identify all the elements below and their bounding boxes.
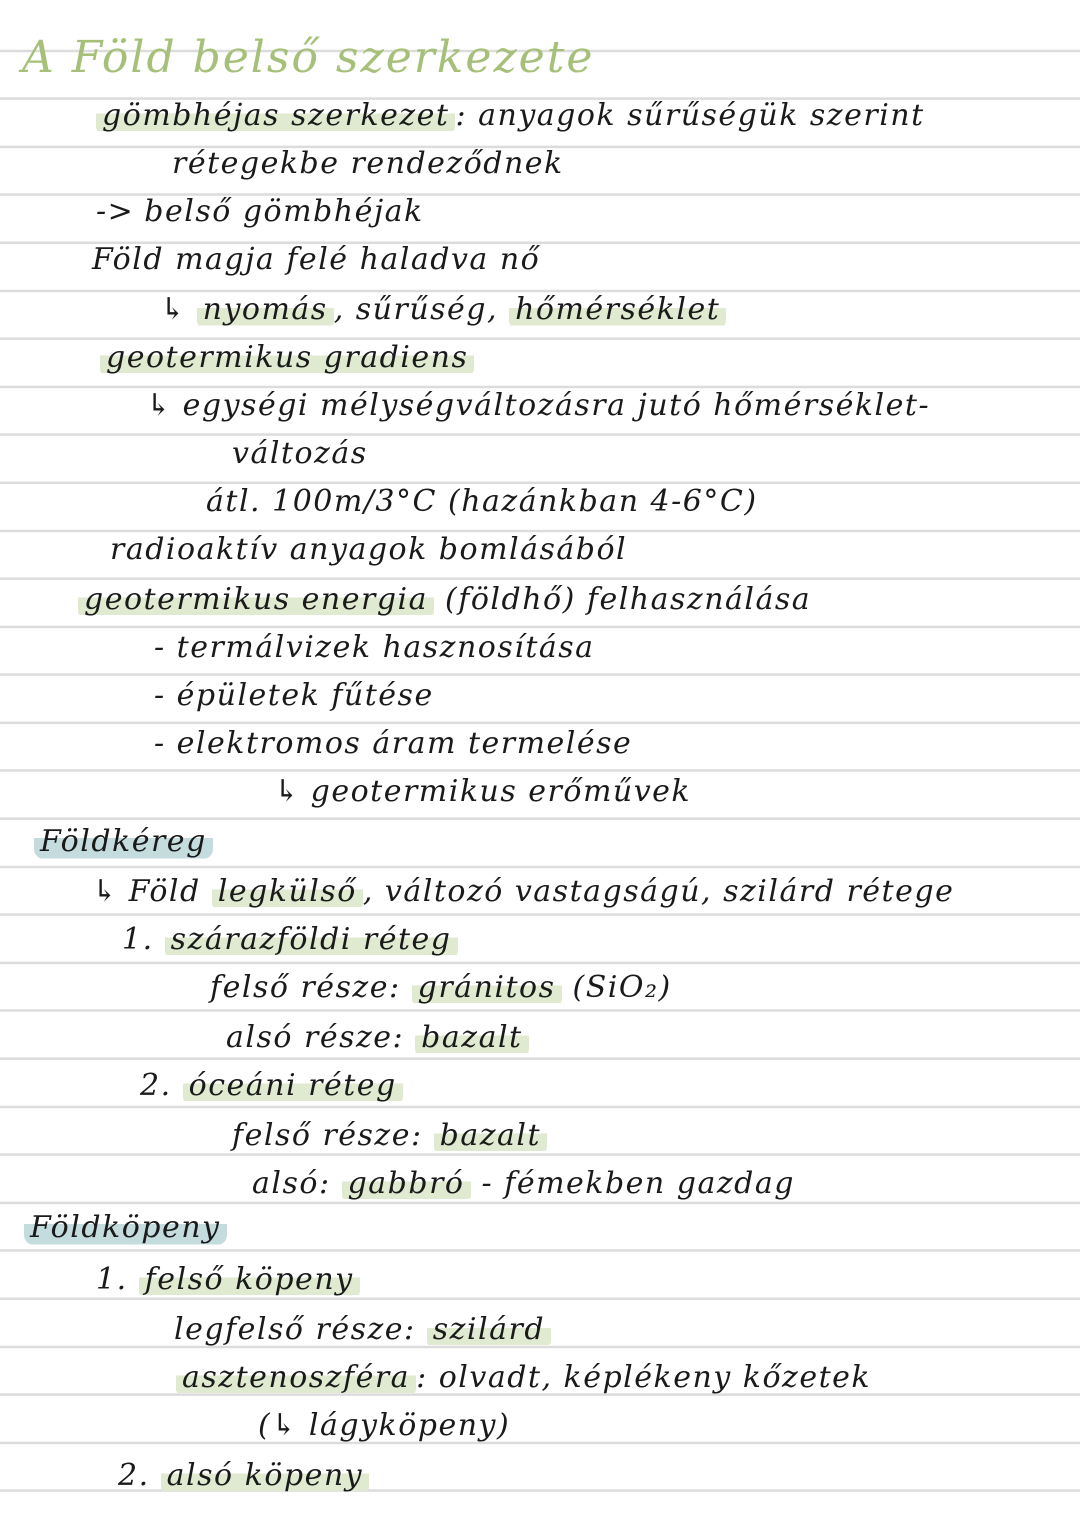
list-number: 2. — [140, 1068, 172, 1103]
section-heading-text: Földköpeny — [24, 1210, 227, 1245]
note-text: egységi mélységváltozásra jutó hőmérséklet- — [182, 388, 931, 423]
section-heading-mantle — [24, 1208, 227, 1248]
highlight-term: nyomás — [197, 292, 334, 327]
note-text: legfelső része: — [174, 1312, 427, 1347]
note-line-14: - elektromos áram termelése — [154, 726, 633, 761]
list-number: 1. — [96, 1262, 128, 1297]
highlight-term: alsó köpeny — [161, 1458, 369, 1493]
page-title: A Föld belső szerkezete — [22, 32, 595, 83]
note-text: Föld — [128, 874, 212, 909]
note-line-21 — [140, 1066, 403, 1106]
list-number: 1. — [122, 922, 154, 957]
note-text: belső gömbhéjak — [144, 194, 424, 229]
section-heading-text: Földkéreg — [34, 824, 213, 859]
note-line-4: Föld magja felé haladva nő — [92, 242, 541, 277]
note-line-27 — [176, 1358, 871, 1398]
note-line-9: átl. 100m/3°C (hazánkban 4-6°C) — [206, 484, 758, 519]
arrow-icon: ↳ — [146, 388, 173, 423]
note-text: , sűrűség, — [333, 292, 510, 327]
list-number: 2. — [118, 1458, 150, 1493]
note-line-22 — [232, 1116, 547, 1156]
highlight-term: legkülső — [212, 874, 363, 909]
note-text: geotermikus erőművek — [310, 774, 692, 809]
note-line-29 — [118, 1456, 369, 1496]
note-line-10: radioaktív anyagok bomlásából — [110, 532, 628, 567]
note-text: felső része: — [210, 970, 412, 1005]
note-line-13: - épületek fűtése — [154, 678, 434, 713]
note-line-20 — [226, 1018, 529, 1058]
section-heading-crust — [34, 822, 213, 862]
highlight-term: geotermikus energia — [78, 582, 434, 617]
note-line-3 — [96, 192, 424, 232]
arrow-icon: ↳ — [92, 874, 119, 909]
note-line-12: - termálvizek hasznosítása — [154, 630, 595, 665]
note-line-8: változás — [232, 436, 368, 471]
highlight-term: szárazföldi réteg — [165, 922, 458, 957]
note-text: (földhő) felhasználása — [445, 582, 812, 617]
highlight-term: hőmérséklet — [509, 292, 726, 327]
note-line-26 — [174, 1310, 551, 1350]
note-text: (SiO₂) — [561, 970, 672, 1005]
note-text: , változó vastagságú, szilárd rétege — [362, 874, 955, 909]
note-line-5 — [160, 290, 726, 330]
note-line-11 — [78, 580, 811, 620]
note-text: : anyagok sűrűségük szerint — [455, 98, 925, 133]
note-line-25 — [96, 1260, 360, 1300]
note-line-18 — [122, 920, 458, 960]
highlight-term: bazalt — [415, 1020, 528, 1055]
highlight-term: gabbró — [342, 1166, 471, 1201]
note-line-1 — [96, 96, 925, 136]
highlight-term: asztenoszféra — [176, 1360, 416, 1395]
note-line-19 — [210, 968, 672, 1008]
note-line-7 — [146, 386, 930, 426]
note-line-23 — [252, 1164, 795, 1204]
arrow-icon: -> — [96, 194, 135, 229]
note-text: : olvadt, képlékeny kőzetek — [416, 1360, 872, 1395]
highlight-term: gömbhéjas szerkezet — [96, 98, 455, 133]
note-line-28: (↳ lágyköpeny) — [258, 1408, 511, 1443]
note-text: felső része: — [232, 1118, 434, 1153]
highlight-term: óceáni réteg — [183, 1068, 403, 1103]
note-line-17 — [92, 872, 954, 912]
note-text: - fémekben gazdag — [470, 1166, 795, 1201]
arrow-icon: ↳ — [160, 292, 187, 327]
note-text: alsó része: — [226, 1020, 416, 1055]
highlight-term: geotermikus gradiens — [100, 340, 474, 375]
note-text: alsó: — [252, 1166, 342, 1201]
highlight-term: szilárd — [427, 1312, 551, 1347]
note-line-6 — [100, 338, 474, 378]
highlight-term: bazalt — [434, 1118, 547, 1153]
note-line-2: rétegekbe rendeződnek — [172, 146, 564, 181]
highlight-term: gránitos — [412, 970, 562, 1005]
highlight-term: felső köpeny — [139, 1262, 360, 1297]
arrow-icon: ↳ — [274, 774, 301, 809]
note-line-15 — [274, 772, 691, 812]
